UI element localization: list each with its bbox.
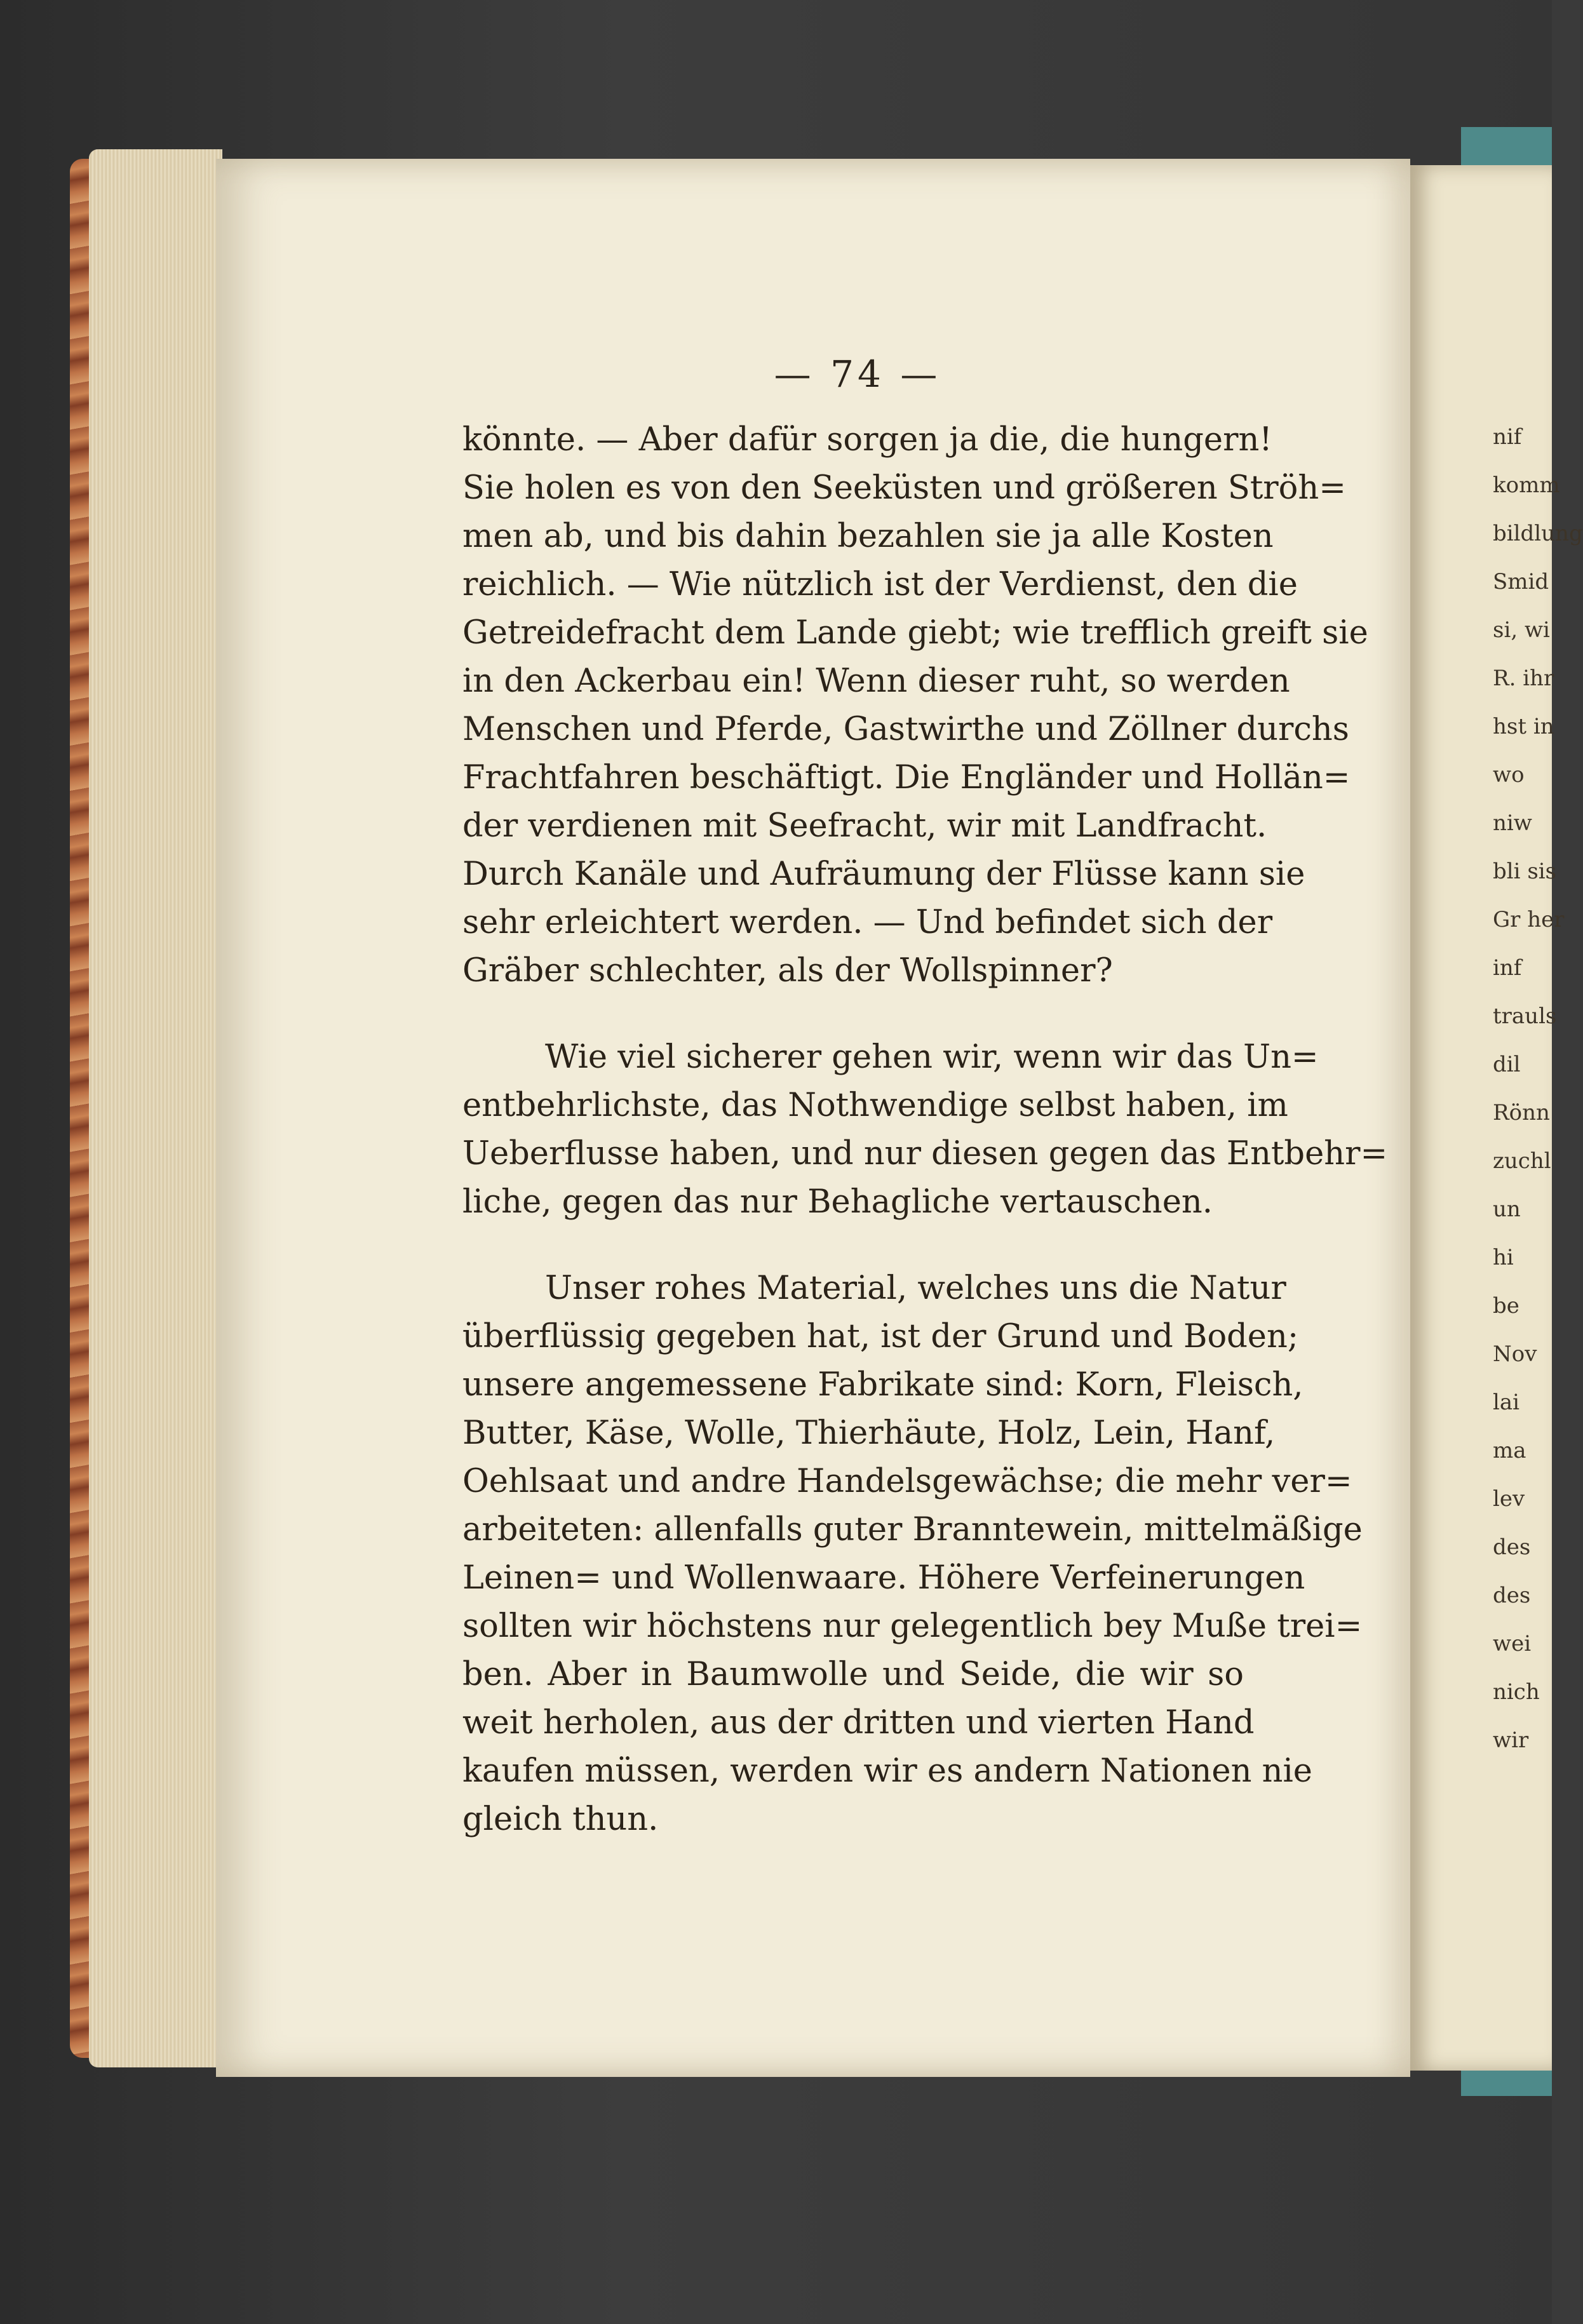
facing-page-fragment: un [1493,1197,1521,1222]
text-line: kaufen müssen, werden wir es andern Nationen nie [462,1752,1312,1790]
facing-page-fragment: Gr her [1493,907,1565,932]
facing-page-fragment: bildlung [1493,521,1583,546]
text-line: sollten wir höchstens nur gelegentlich bey Muße trei= [462,1608,1363,1645]
facing-page-fragment: wei [1493,1631,1532,1656]
text-line: gleich thun. [462,1801,659,1838]
text-line: arbeiteten: allenfalls guter Branntewein, mittelmäßige [462,1511,1363,1548]
page-text [462,416,1388,1844]
text-line: sehr erleichtert werden. — Und befindet sich der [462,904,1273,941]
text-line: Unser rohes Material, welches uns die Natur [545,1270,1286,1307]
text-line: Leinen= und Wollenwaare. Höhere Verfeinerungen [462,1559,1305,1597]
paragraph [462,1265,1363,1844]
text-line: liche, gegen das nur Behagliche vertauschen. [462,1183,1213,1221]
text-line: Ueberflusse haben, und nur diesen gegen das Entbehr= [462,1135,1388,1172]
text-line: unsere angemessene Fabrikate sind: Korn, Fleisch, [462,1366,1303,1404]
facing-page-text [1493,413,1583,2032]
facing-page-fragment: lev [1493,1486,1525,1512]
paragraph [462,416,1368,995]
facing-page-fragment: Rönn [1493,1100,1550,1125]
facing-page-fragment: zuchl [1493,1148,1551,1174]
text-line: Oehlsaat und andre Handelsgewächse; die mehr ver= [462,1463,1352,1500]
facing-page-fragment: be [1493,1293,1519,1319]
paragraph [462,1033,1388,1226]
facing-page-fragment: bli sis [1493,859,1557,884]
facing-page-fragment: dil [1493,1052,1521,1077]
text-line: könnte. — Aber dafür sorgen ja die, die hungern! [462,421,1272,459]
facing-page-fragment: komm [1493,473,1560,498]
facing-page-fragment: nif [1493,424,1522,450]
facing-page-fragment: des [1493,1583,1531,1608]
facing-page-fragment: des [1493,1535,1531,1560]
text-line: in den Ackerbau ein! Wenn dieser ruht, so werden [462,662,1290,700]
text-line: überflüssig gegeben hat, ist der Grund und Boden; [462,1318,1299,1355]
facing-page-fragment: trauls [1493,1004,1557,1029]
text-line: Frachtfahren beschäftigt. Die Engländer und Hollän= [462,759,1351,796]
text-line: Durch Kanäle und Aufräumung der Flüsse kann sie [462,856,1305,893]
facing-page-fragment: niw [1493,810,1532,836]
text-line: Menschen und Pferde, Gastwirthe und Zöllner durchs [462,711,1349,748]
facing-page-fragment: inf [1493,955,1522,981]
text-line: der verdienen mit Seefracht, wir mit Landfracht. [462,807,1267,845]
text-line: entbehrlichste, das Nothwendige selbst haben, im [462,1087,1288,1124]
facing-page-fragment: Nov [1493,1341,1537,1367]
text-line: Getreidefracht dem Lande giebt; wie trefflich greift sie [462,614,1368,652]
text-line: Wie viel sicherer gehen wir, wenn wir das Un= [545,1038,1319,1076]
facing-page-fragment: nich [1493,1679,1540,1705]
facing-page-fragment: hst in [1493,714,1554,739]
page-number: — 74 — [774,353,941,396]
facing-page-fragment: R. ihr [1493,666,1554,691]
text-line: men ab, und bis dahin bezahlen sie ja alle Kosten [462,518,1274,555]
facing-page-fragment: wir [1493,1728,1529,1753]
text-line: Butter, Käse, Wolle, Thierhäute, Holz, Lein, Hanf, [462,1414,1276,1452]
facing-page-fragment: Smid [1493,569,1549,594]
facing-page-fragment: wo [1493,762,1525,788]
facing-page-fragment: hi [1493,1245,1514,1270]
text-line: ben. Aber in Baumwolle und Seide, die wir so [462,1656,1244,1693]
text-line: reichlich. — Wie nützlich ist der Verdienst, den die [462,566,1298,603]
facing-page-fragment: lai [1493,1390,1520,1415]
facing-page-fragment: si, wi [1493,617,1550,643]
text-line: weit herholen, aus der dritten und vierten Hand [462,1704,1255,1742]
facing-page-fragment: ma [1493,1438,1526,1463]
text-line: Sie holen es von den Seeküsten und größeren Ströh= [462,469,1346,507]
right-cover-top [1461,127,1552,165]
text-line: Gräber schlechter, als der Wollspinner? [462,952,1113,990]
page-stack-edge [89,149,222,2067]
